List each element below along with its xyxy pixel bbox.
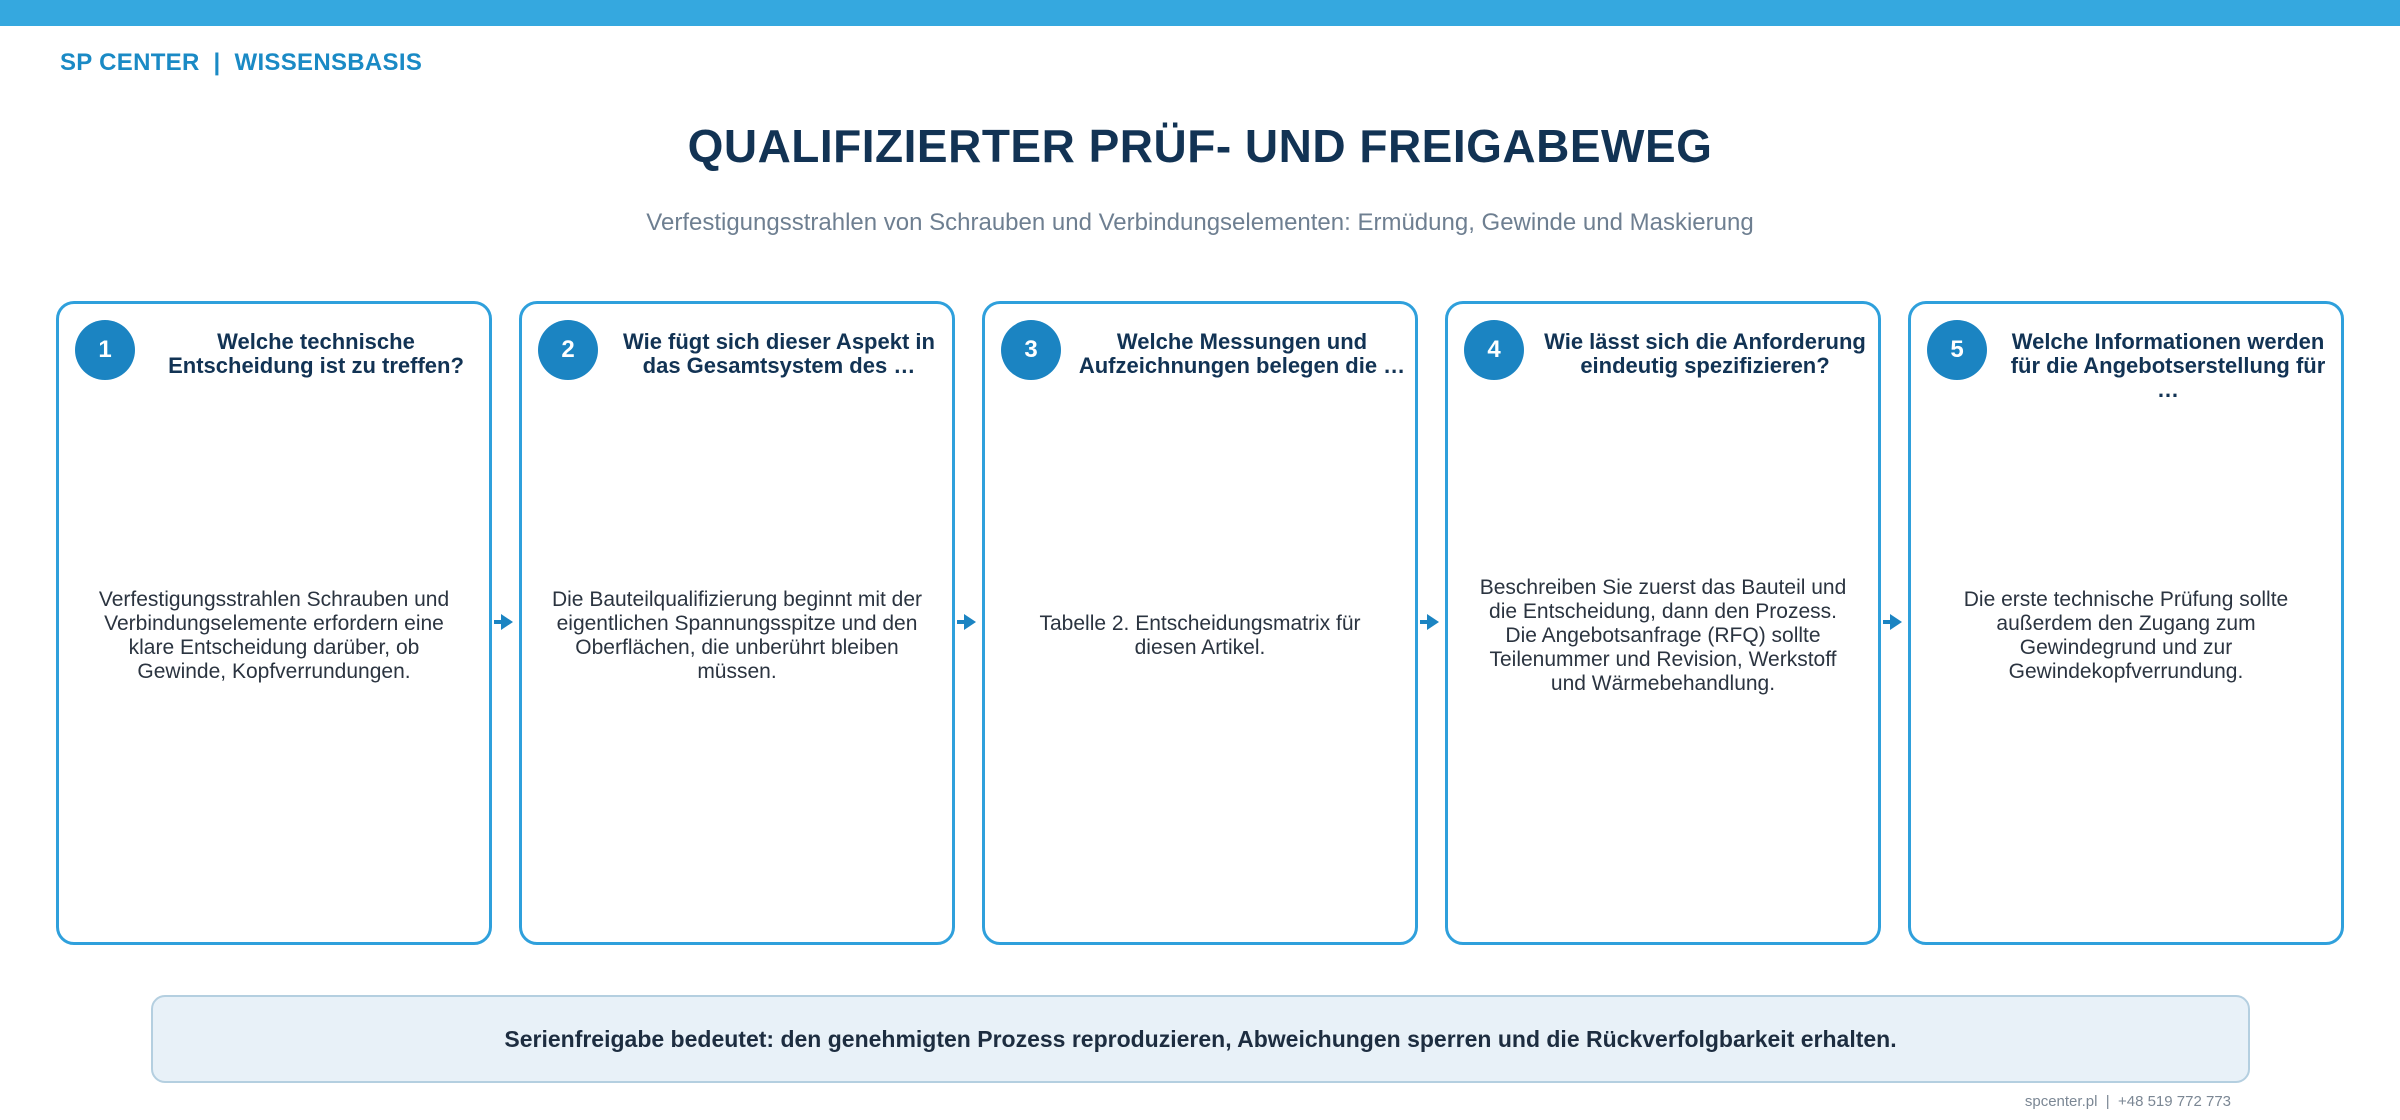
step-card-4 xyxy=(1445,301,1881,945)
page-title: QUALIFIZIERTER PRÜF- UND FREIGABEWEG xyxy=(687,120,1713,172)
arrow-right-icon xyxy=(1420,612,1440,632)
step-question: Welche technische Entscheidung ist zu treffen? xyxy=(168,329,464,378)
step-text: Tabelle 2. Entscheidungsmatrix für diesen Artikel. xyxy=(1039,612,1361,659)
step-number-badge: 1 xyxy=(75,320,135,380)
step-card-3 xyxy=(982,301,1418,945)
step-question: Wie fügt sich dieser Aspekt in das Gesamtsystem des … xyxy=(623,329,935,378)
arrow-right-icon xyxy=(957,612,977,632)
step-number-badge: 3 xyxy=(1001,320,1061,380)
step-question: Wie lässt sich die Anforderung eindeutig spezifizieren? xyxy=(1544,329,1866,378)
step-number-badge: 2 xyxy=(538,320,598,380)
step-text: Beschreiben Sie zuerst das Bauteil und die Entscheidung, dann den Prozess. Die Angebotsanfrage (RFQ) sollte Teilenummer und Revision, Werkstoff und Wärmebehandlung. xyxy=(1479,576,1847,695)
summary-text: Serienfreigabe bedeutet: den genehmigten Prozess reproduzieren, Abweichungen sperren und die Rückverfolgbarkeit erhalten. xyxy=(504,1025,1897,1052)
step-card-1 xyxy=(56,301,492,945)
brand-label: SP CENTER | WISSENSBASIS xyxy=(60,49,423,76)
step-text: Die Bauteilqualifizierung beginnt mit der eigentlichen Spannungsspitze und den Oberflächen, die unberührt bleiben müssen. xyxy=(551,588,923,683)
arrow-right-icon xyxy=(494,612,514,632)
summary-banner xyxy=(151,995,2250,1083)
step-card-5 xyxy=(1908,301,2344,945)
step-text: Die erste technische Prüfung sollte außerdem den Zugang zum Gewindegrund und zur Gewindekopfverrundung. xyxy=(1963,588,2289,683)
step-question: Welche Informationen werden für die Angebotserstellung für … xyxy=(2010,329,2326,402)
process-steps xyxy=(56,301,2346,945)
step-question: Welche Messungen und Aufzeichnungen belegen die … xyxy=(1078,329,1406,378)
step-number-badge: 4 xyxy=(1464,320,1524,380)
contact-info: spcenter.pl | +48 519 772 773 xyxy=(2024,1093,2231,1110)
step-card-2 xyxy=(519,301,955,945)
step-text: Verfestigungsstrahlen Schrauben und Verbindungselemente erfordern eine klare Entscheidung darüber, ob Gewinde, Kopfverrundungen. xyxy=(98,588,450,683)
top-accent-bar xyxy=(0,0,2400,26)
arrow-right-icon xyxy=(1883,612,1903,632)
page-subtitle: Verfestigungsstrahlen von Schrauben und Verbindungselementen: Ermüdung, Gewinde und Maskierung xyxy=(646,209,1754,236)
step-number-badge: 5 xyxy=(1927,320,1987,380)
